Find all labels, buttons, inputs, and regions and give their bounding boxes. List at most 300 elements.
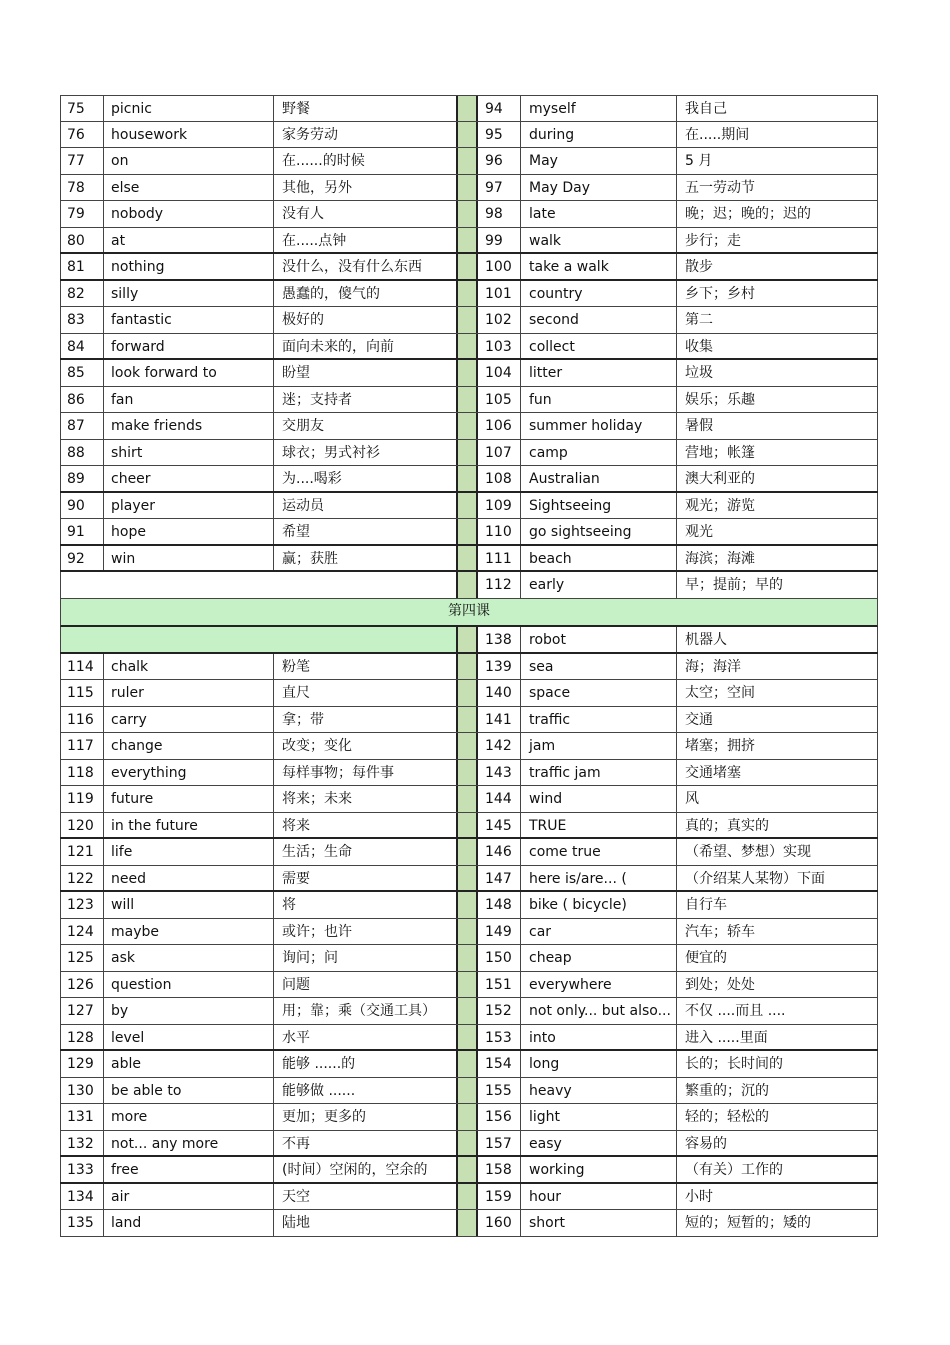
chinese-meaning: 面向未来的，向前 — [273, 334, 456, 359]
english-word: not only... but also... — [520, 998, 676, 1024]
separator-column — [456, 122, 478, 148]
word-number: 75 — [60, 96, 103, 121]
chinese-meaning: 收集 — [676, 334, 878, 359]
chinese-meaning: 我自己 — [676, 96, 878, 121]
chinese-meaning: 观光 — [676, 519, 878, 544]
table-row — [60, 228, 878, 255]
english-word: Australian — [520, 466, 676, 491]
word-number: 142 — [485, 738, 512, 754]
english-word: not... any more — [103, 1131, 273, 1156]
separator-column — [456, 387, 478, 413]
word-number: 101 — [485, 285, 512, 302]
chinese-meaning: 迷；支持者 — [273, 387, 456, 413]
table-row — [60, 95, 878, 122]
table-row — [60, 733, 878, 760]
table-row — [60, 1210, 878, 1237]
chinese-meaning: 不仅 ....而且 .... — [676, 998, 878, 1024]
separator-column — [456, 148, 478, 174]
english-word: hope — [103, 519, 273, 544]
table-row — [60, 786, 878, 813]
english-word: level — [103, 1025, 273, 1050]
word-number: 81 — [60, 254, 103, 279]
chinese-meaning: 希望 — [273, 519, 456, 544]
word-number: 92 — [60, 546, 103, 571]
word-number: 150 — [485, 950, 512, 966]
word-number: 108 — [485, 471, 512, 487]
english-word: player — [103, 493, 273, 519]
table-row — [60, 1184, 878, 1211]
word-number: 97 — [485, 179, 503, 196]
chinese-meaning: 暑假 — [676, 413, 878, 439]
table-row — [60, 201, 878, 228]
separator-column — [456, 1078, 478, 1104]
table-row — [60, 1104, 878, 1131]
english-word: cheap — [520, 945, 676, 971]
chinese-meaning: 愚蠢的，傻气的 — [273, 281, 456, 307]
chinese-meaning: 容易的 — [676, 1131, 878, 1156]
chinese-meaning: 拿；带 — [273, 707, 456, 733]
table-row — [60, 360, 878, 387]
english-word: need — [103, 866, 273, 891]
table-row — [60, 122, 878, 149]
chinese-meaning: 粉笔 — [273, 654, 456, 680]
chinese-meaning: 赢；获胜 — [273, 546, 456, 571]
word-number: 83 — [60, 307, 103, 333]
chinese-meaning: 在.....期间 — [676, 122, 878, 148]
chinese-meaning: 更加；更多的 — [273, 1104, 456, 1130]
english-word: robot — [520, 627, 676, 652]
chinese-meaning: 自行车 — [676, 892, 878, 918]
word-number: 156 — [485, 1109, 512, 1125]
separator-column — [456, 1210, 478, 1236]
chinese-meaning: 交通 — [676, 707, 878, 733]
table-row — [60, 1051, 878, 1078]
english-word: fantastic — [103, 307, 273, 333]
table-row — [60, 945, 878, 972]
word-number: 96 — [485, 153, 503, 169]
english-word: question — [103, 972, 273, 998]
word-number: 102 — [485, 312, 512, 328]
word-number: 147 — [485, 870, 512, 887]
english-word: second — [520, 307, 676, 333]
word-number: 98 — [485, 206, 503, 222]
chinese-meaning: 垃圾 — [676, 360, 878, 386]
english-word: easy — [520, 1131, 676, 1156]
english-word: come true — [520, 839, 676, 865]
english-word: fan — [103, 387, 273, 413]
table-row — [60, 866, 878, 893]
word-number: 124 — [60, 919, 103, 945]
word-number: 158 — [485, 1162, 512, 1178]
chinese-meaning: 极好的 — [273, 307, 456, 333]
word-number: 138 — [485, 632, 512, 648]
english-word: go sightseeing — [520, 519, 676, 544]
word-number: 117 — [60, 733, 103, 759]
chinese-meaning: 真的；真实的 — [676, 813, 878, 838]
english-word: May Day — [520, 175, 676, 201]
word-number: 104 — [485, 365, 512, 381]
word-number: 152 — [485, 1003, 512, 1019]
chinese-meaning: 需要 — [273, 866, 456, 891]
chinese-meaning: 营地；帐篷 — [676, 440, 878, 466]
chinese-meaning: 每样事物；每件事 — [273, 760, 456, 786]
word-number: 111 — [485, 550, 512, 567]
chinese-meaning: （有关）工作的 — [676, 1157, 878, 1182]
table-row — [60, 813, 878, 840]
chinese-meaning: 将 — [273, 892, 456, 918]
section-header: 第四课 — [60, 599, 878, 628]
english-word: traffic jam — [520, 760, 676, 786]
chinese-meaning: 生活；生命 — [273, 839, 456, 865]
word-number: 85 — [60, 360, 103, 386]
word-number: 87 — [60, 413, 103, 439]
english-word: hour — [520, 1184, 676, 1210]
table-row — [60, 334, 878, 361]
chinese-meaning: 其他，另外 — [273, 175, 456, 201]
english-word: country — [520, 281, 676, 307]
word-number: 132 — [60, 1131, 103, 1156]
word-number: 76 — [60, 122, 103, 148]
separator-column — [456, 228, 478, 253]
english-word: win — [103, 546, 273, 571]
word-number: 128 — [60, 1025, 103, 1050]
english-word: walk — [520, 228, 676, 253]
chinese-meaning: 为....喝彩 — [273, 466, 456, 491]
word-number: 140 — [485, 685, 512, 701]
chinese-meaning: 将来 — [273, 813, 456, 838]
table-row — [60, 760, 878, 787]
chinese-meaning: 野餐 — [273, 96, 456, 121]
chinese-meaning: 早；提前；早的 — [676, 572, 878, 598]
separator-column — [456, 654, 478, 680]
english-word: ruler — [103, 680, 273, 706]
english-word: fun — [520, 387, 676, 413]
word-number: 88 — [60, 440, 103, 466]
separator-column — [456, 627, 478, 652]
chinese-meaning: 轻的；轻松的 — [676, 1104, 878, 1130]
chinese-meaning: 不再 — [273, 1131, 456, 1156]
word-number: 114 — [60, 654, 103, 680]
table-row — [60, 466, 878, 493]
word-number: 146 — [485, 844, 512, 860]
empty-cell — [60, 572, 456, 598]
english-word: able — [103, 1051, 273, 1077]
english-word: short — [520, 1210, 676, 1236]
chinese-meaning: 询问；问 — [273, 945, 456, 971]
chinese-meaning: 散步 — [676, 254, 878, 279]
english-word: ask — [103, 945, 273, 971]
english-word: sea — [520, 654, 676, 680]
table-row — [60, 707, 878, 734]
word-number: 99 — [485, 232, 503, 249]
chinese-meaning: 能够做 ...... — [273, 1078, 456, 1104]
word-number: 149 — [485, 923, 512, 940]
chinese-meaning: 没有人 — [273, 201, 456, 227]
chinese-meaning: 短的；短暂的；矮的 — [676, 1210, 878, 1236]
separator-column — [456, 572, 478, 598]
table-row-138 — [60, 627, 878, 654]
separator-column — [456, 254, 478, 279]
english-word: free — [103, 1157, 273, 1182]
table-row — [60, 440, 878, 467]
chinese-meaning: 陆地 — [273, 1210, 456, 1236]
separator-column — [456, 440, 478, 466]
chinese-meaning: 汽车；轿车 — [676, 919, 878, 945]
separator-column — [456, 1157, 478, 1182]
word-number: 77 — [60, 148, 103, 174]
chinese-meaning: 用；靠；乘（交通工具） — [273, 998, 456, 1024]
english-word: picnic — [103, 96, 273, 121]
english-word: light — [520, 1104, 676, 1130]
english-word: life — [103, 839, 273, 865]
word-number: 79 — [60, 201, 103, 227]
english-word: at — [103, 228, 273, 253]
chinese-meaning: 澳大利亚的 — [676, 466, 878, 491]
english-word: nobody — [103, 201, 273, 227]
table-row — [60, 1078, 878, 1105]
english-word: carry — [103, 707, 273, 733]
table-row — [60, 519, 878, 546]
chinese-meaning: 进入 .....里面 — [676, 1025, 878, 1050]
english-word: air — [103, 1184, 273, 1210]
separator-column — [456, 307, 478, 333]
separator-column — [456, 866, 478, 891]
english-word: litter — [520, 360, 676, 386]
english-word: take a walk — [520, 254, 676, 279]
table-row — [60, 1131, 878, 1158]
separator-column — [456, 760, 478, 786]
word-number: 126 — [60, 972, 103, 998]
english-word: maybe — [103, 919, 273, 945]
separator-column — [456, 96, 478, 121]
chinese-meaning: 交朋友 — [273, 413, 456, 439]
chinese-meaning: 能够 ......的 — [273, 1051, 456, 1077]
chinese-meaning: (时间）空闲的，空余的 — [273, 1157, 456, 1182]
word-number: 148 — [485, 897, 512, 913]
english-word: else — [103, 175, 273, 201]
english-word: traffic — [520, 707, 676, 733]
english-word: heavy — [520, 1078, 676, 1104]
word-number: 157 — [485, 1135, 512, 1152]
chinese-meaning: 五一劳动节 — [676, 175, 878, 201]
english-word: future — [103, 786, 273, 812]
separator-column — [456, 839, 478, 865]
english-word: beach — [520, 546, 676, 571]
english-word: early — [520, 572, 676, 598]
word-number: 80 — [60, 228, 103, 253]
chinese-meaning: 在......的时候 — [273, 148, 456, 174]
word-number: 151 — [485, 976, 512, 993]
english-word: more — [103, 1104, 273, 1130]
english-word: change — [103, 733, 273, 759]
chinese-meaning: 问题 — [273, 972, 456, 998]
english-word: into — [520, 1025, 676, 1050]
separator-column — [456, 998, 478, 1024]
separator-column — [456, 972, 478, 998]
english-word: by — [103, 998, 273, 1024]
english-word: shirt — [103, 440, 273, 466]
chinese-meaning: 小时 — [676, 1184, 878, 1210]
word-number: 90 — [60, 493, 103, 519]
separator-column — [456, 493, 478, 519]
word-number: 84 — [60, 334, 103, 359]
word-number: 103 — [485, 338, 512, 355]
table-row — [60, 493, 878, 520]
word-number: 127 — [60, 998, 103, 1024]
separator-column — [456, 1025, 478, 1050]
chinese-meaning: （希望、梦想）实现 — [676, 839, 878, 865]
word-number: 91 — [60, 519, 103, 544]
chinese-meaning: 5 月 — [676, 148, 878, 174]
separator-column — [456, 360, 478, 386]
chinese-meaning: 盼望 — [273, 360, 456, 386]
word-number: 135 — [60, 1210, 103, 1236]
table-row — [60, 892, 878, 919]
english-word: everywhere — [520, 972, 676, 998]
table-row — [60, 972, 878, 999]
separator-column — [456, 413, 478, 439]
separator-column — [456, 1131, 478, 1156]
word-number: 95 — [485, 126, 503, 143]
word-number: 153 — [485, 1029, 512, 1046]
separator-column — [456, 1104, 478, 1130]
separator-column — [456, 919, 478, 945]
word-number: 119 — [60, 786, 103, 812]
english-word: everything — [103, 760, 273, 786]
word-number: 78 — [60, 175, 103, 201]
chinese-meaning: 家务劳动 — [273, 122, 456, 148]
word-number: 116 — [60, 707, 103, 733]
word-number: 122 — [60, 866, 103, 891]
table-row — [60, 998, 878, 1025]
chinese-meaning: 球衣；男式衬衫 — [273, 440, 456, 466]
word-number: 133 — [60, 1157, 103, 1182]
english-word: during — [520, 122, 676, 148]
chinese-meaning: 或许；也许 — [273, 919, 456, 945]
word-number: 120 — [60, 813, 103, 838]
chinese-meaning: 水平 — [273, 1025, 456, 1050]
vocabulary-table — [60, 95, 878, 1237]
english-word: camp — [520, 440, 676, 466]
english-word: working — [520, 1157, 676, 1182]
chinese-meaning: 太空；空间 — [676, 680, 878, 706]
separator-column — [456, 175, 478, 201]
english-word: car — [520, 919, 676, 945]
english-word: space — [520, 680, 676, 706]
separator-column — [456, 1184, 478, 1210]
chinese-meaning: 将来；未来 — [273, 786, 456, 812]
table-row-112 — [60, 572, 878, 599]
chinese-meaning: 晚；迟；晚的；迟的 — [676, 201, 878, 227]
english-word: be able to — [103, 1078, 273, 1104]
english-word: TRUE — [520, 813, 676, 838]
separator-column — [456, 733, 478, 759]
separator-column — [456, 707, 478, 733]
separator-column — [456, 519, 478, 544]
chinese-meaning: 海；海洋 — [676, 654, 878, 680]
word-number: 144 — [485, 791, 512, 807]
separator-column — [456, 945, 478, 971]
word-number: 121 — [60, 839, 103, 865]
word-number: 125 — [60, 945, 103, 971]
english-word: chalk — [103, 654, 273, 680]
word-number: 134 — [60, 1184, 103, 1210]
english-word: collect — [520, 334, 676, 359]
english-word: bike ( bicycle) — [520, 892, 676, 918]
table-row — [60, 654, 878, 681]
word-number: 143 — [485, 764, 512, 781]
table-row — [60, 254, 878, 281]
separator-column — [456, 546, 478, 571]
chinese-meaning: 乡下；乡村 — [676, 281, 878, 307]
chinese-meaning: 观光；游览 — [676, 493, 878, 519]
word-number: 110 — [485, 524, 512, 540]
separator-column — [456, 680, 478, 706]
chinese-meaning: 长的；长时间的 — [676, 1051, 878, 1077]
table-row — [60, 1157, 878, 1184]
chinese-meaning: 娱乐；乐趣 — [676, 387, 878, 413]
english-word: make friends — [103, 413, 273, 439]
word-number: 100 — [485, 259, 512, 275]
word-number: 145 — [485, 817, 512, 834]
english-word: in the future — [103, 813, 273, 838]
chinese-meaning: 在.....点钟 — [273, 228, 456, 253]
table-row — [60, 281, 878, 308]
word-number: 155 — [485, 1082, 512, 1099]
word-number: 130 — [60, 1078, 103, 1104]
chinese-meaning: 第二 — [676, 307, 878, 333]
table-row — [60, 175, 878, 202]
chinese-meaning: （介绍某人某物）下面 — [676, 866, 878, 891]
english-word: land — [103, 1210, 273, 1236]
word-number: 160 — [485, 1215, 512, 1231]
separator-column — [456, 1051, 478, 1077]
word-number: 139 — [485, 658, 512, 675]
table-row — [60, 307, 878, 334]
chinese-meaning: 运动员 — [273, 493, 456, 519]
english-word: here is/are... ( — [520, 866, 676, 891]
word-number: 86 — [60, 387, 103, 413]
english-word: summer holiday — [520, 413, 676, 439]
separator-column — [456, 201, 478, 227]
english-word: Sightseeing — [520, 493, 676, 519]
english-word: cheer — [103, 466, 273, 491]
chinese-meaning: 繁重的；沉的 — [676, 1078, 878, 1104]
separator-column — [456, 892, 478, 918]
table-row — [60, 1025, 878, 1052]
english-word: long — [520, 1051, 676, 1077]
word-number: 123 — [60, 892, 103, 918]
word-number: 112 — [485, 577, 512, 593]
english-word: jam — [520, 733, 676, 759]
word-number: 118 — [60, 760, 103, 786]
word-number: 109 — [485, 497, 512, 514]
chinese-meaning: 天空 — [273, 1184, 456, 1210]
word-number: 129 — [60, 1051, 103, 1077]
chinese-meaning: 步行；走 — [676, 228, 878, 253]
english-word: nothing — [103, 254, 273, 279]
word-number: 131 — [60, 1104, 103, 1130]
separator-column — [456, 334, 478, 359]
separator-column — [456, 813, 478, 838]
word-number: 82 — [60, 281, 103, 307]
word-number: 89 — [60, 466, 103, 491]
table-row — [60, 387, 878, 414]
word-number: 105 — [485, 391, 512, 408]
english-word: on — [103, 148, 273, 174]
table-row — [60, 148, 878, 175]
vocabulary-block-upper — [60, 95, 878, 572]
